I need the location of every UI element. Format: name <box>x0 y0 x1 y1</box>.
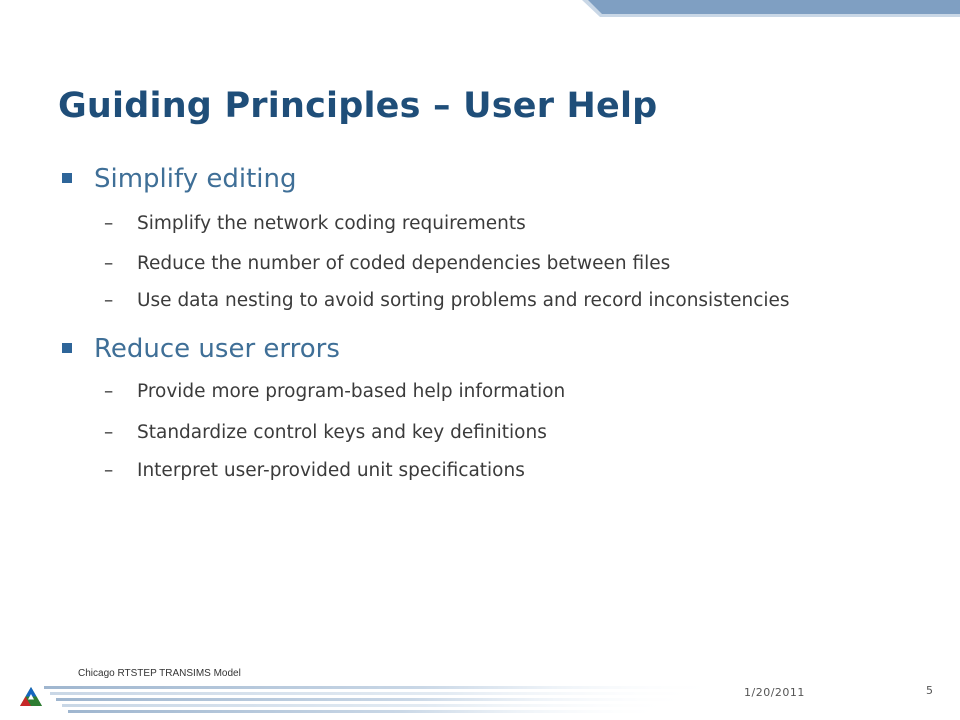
dash-bullet: – <box>104 422 114 443</box>
square-bullet-icon <box>62 173 72 183</box>
slide-title: Guiding Principles – User Help <box>58 86 658 126</box>
footer-decorative-stripes <box>44 684 960 720</box>
dash-bullet: – <box>104 213 114 234</box>
sub-bullet-text: Standardize control keys and key definitions <box>137 422 547 443</box>
sub-bullet-text: Interpret user-provided unit specifications <box>137 460 525 481</box>
sub-bullet-text: Simplify the network coding requirements <box>137 213 526 234</box>
dash-bullet: – <box>104 460 114 481</box>
sub-bullet-text: Provide more program-based help information <box>137 381 566 402</box>
sub-bullet-text: Use data nesting to avoid sorting problems and record inconsistencies <box>137 290 790 311</box>
bullet-heading: Simplify editing <box>94 164 297 194</box>
footer-organization: Chicago RTSTEP TRANSIMS Model <box>78 668 241 679</box>
bullet-heading: Reduce user errors <box>94 334 340 364</box>
top-decorative-band <box>0 0 960 20</box>
dash-bullet: – <box>104 290 114 311</box>
square-bullet-icon <box>62 343 72 353</box>
dash-bullet: – <box>104 253 114 274</box>
triangle-logo-icon <box>18 684 44 710</box>
footer-date: 1/20/2011 <box>744 686 805 699</box>
dash-bullet: – <box>104 381 114 402</box>
sub-bullet-text: Reduce the number of coded dependencies between files <box>137 253 671 274</box>
page-number: 5 <box>926 684 933 697</box>
